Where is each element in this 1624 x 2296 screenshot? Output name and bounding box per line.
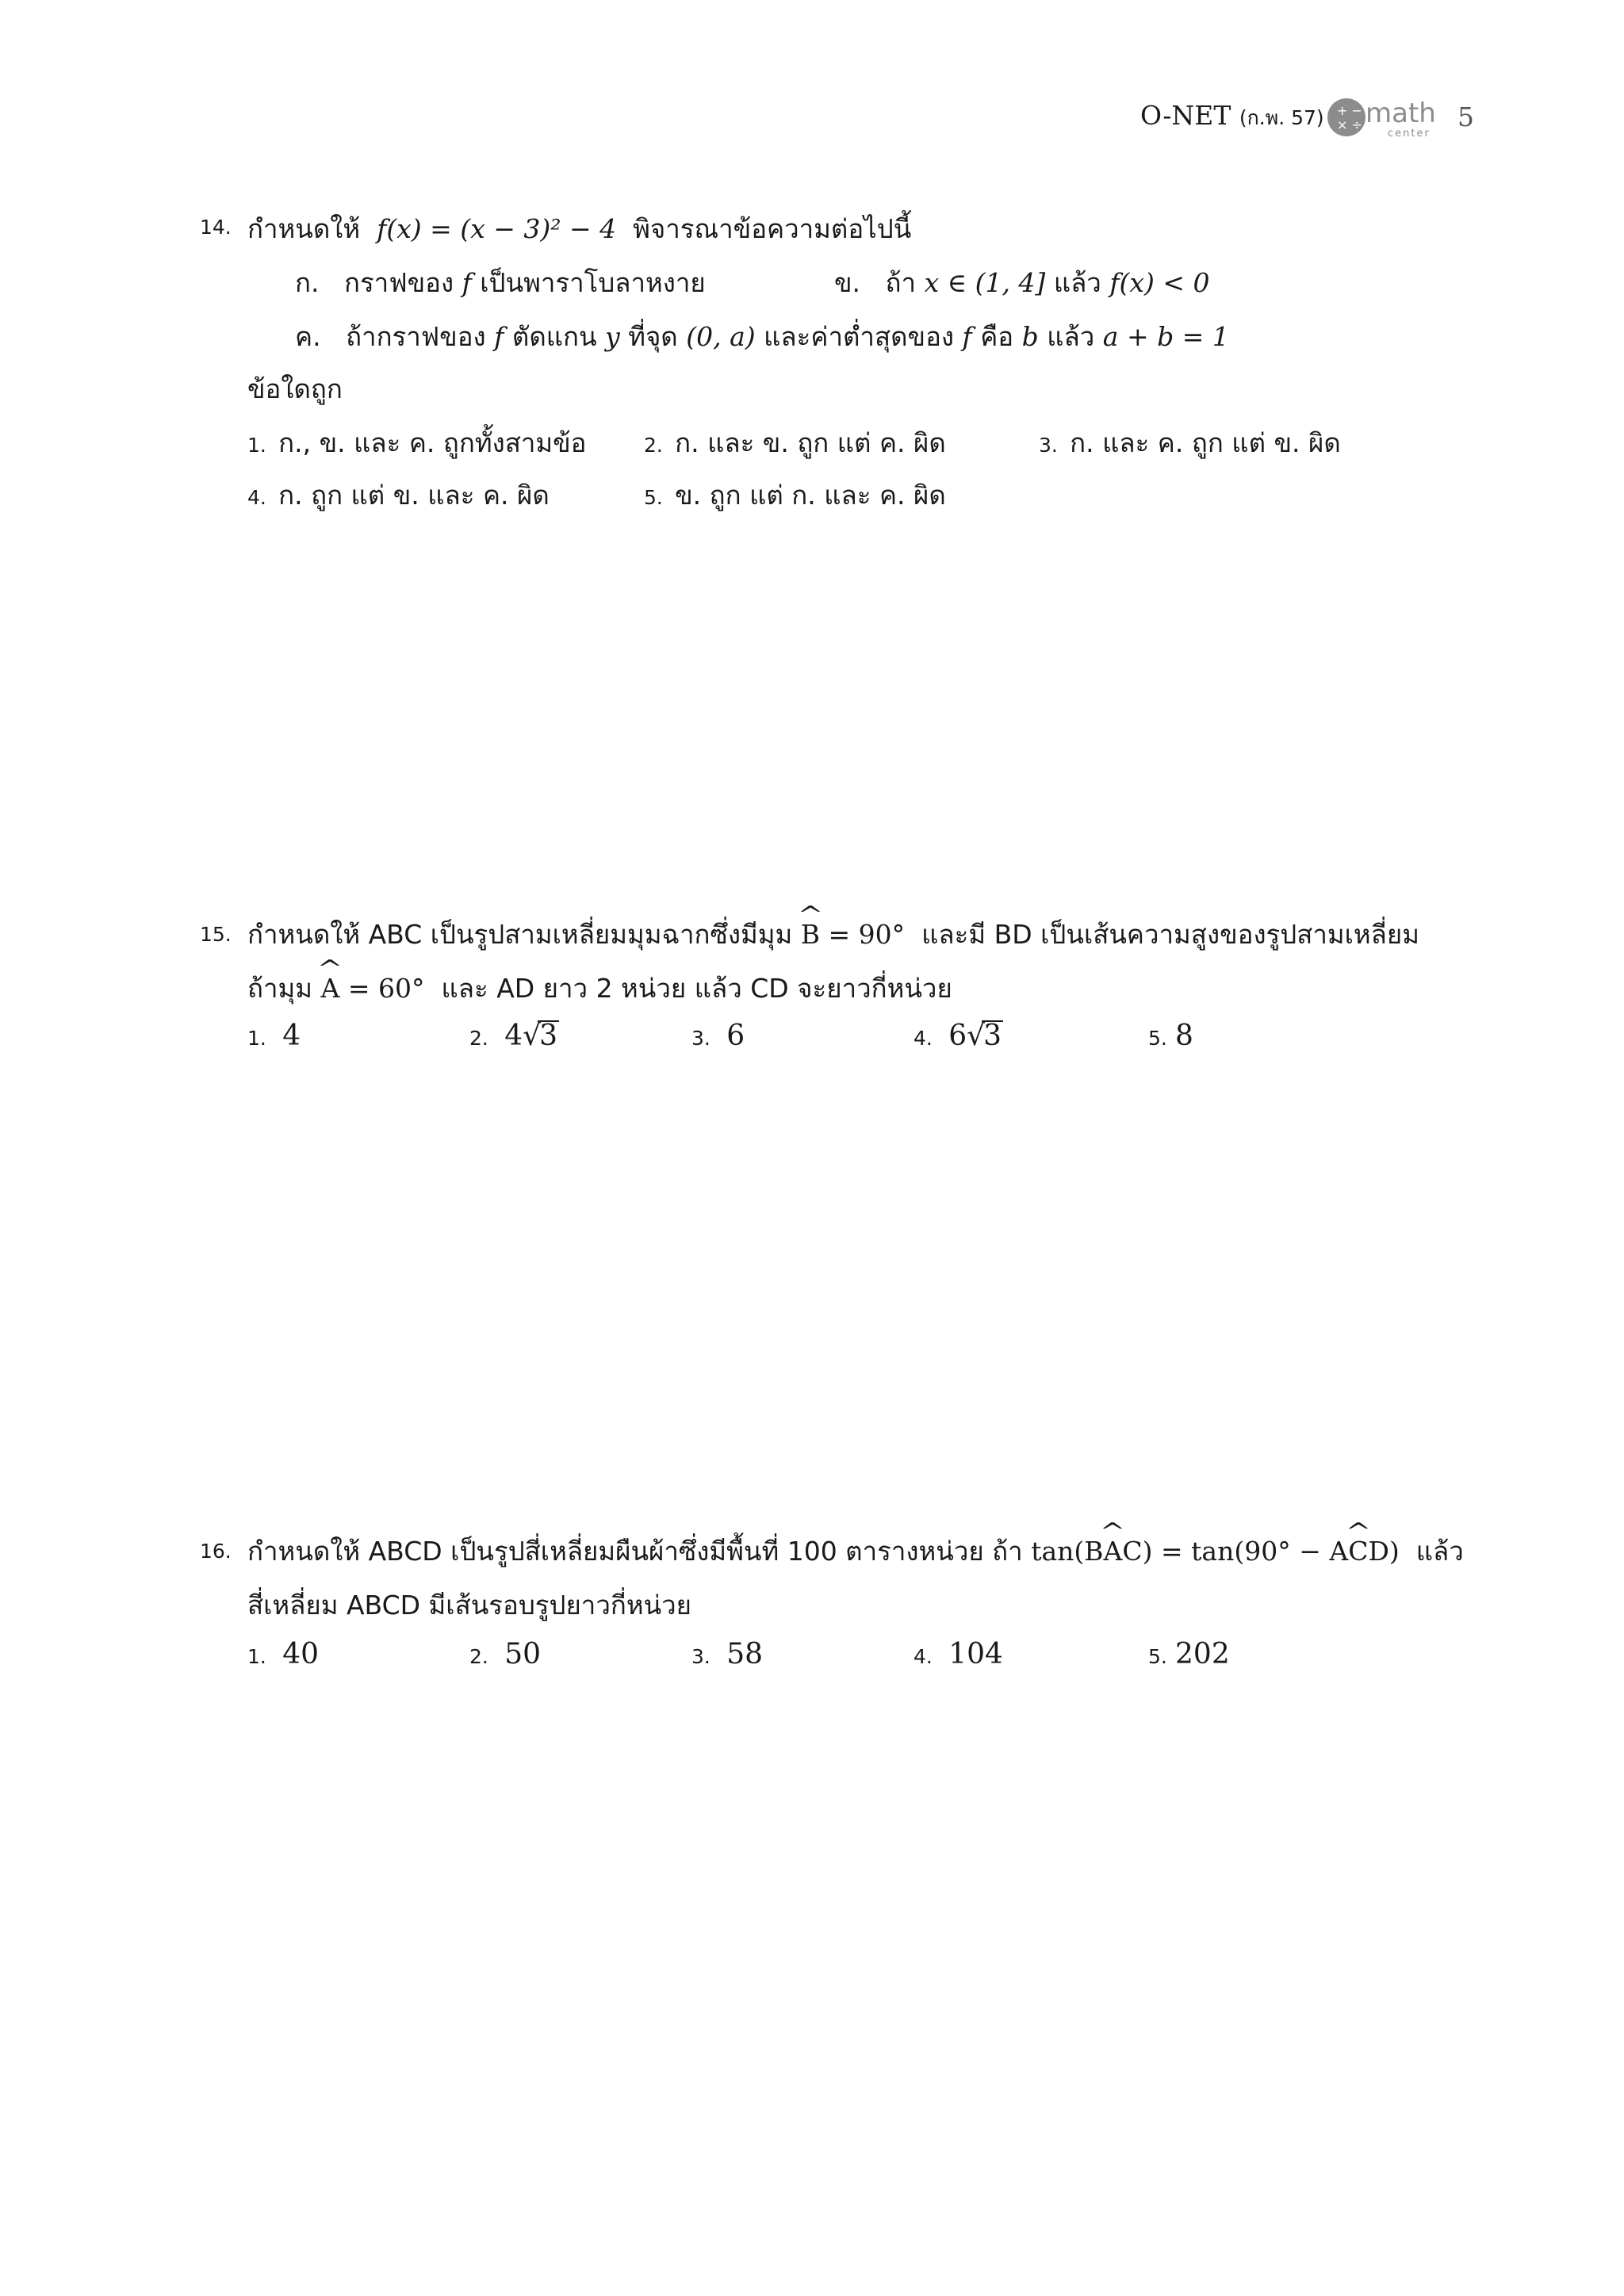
q16-option-3[interactable] xyxy=(691,1638,763,1670)
option-text: ข. ถูก แต่ ก. และ ค. ผิด xyxy=(675,480,946,511)
stmt-text: และค่าต่ำสุดของ xyxy=(764,321,955,352)
option-text: ก. และ ข. ถูก แต่ ค. ผิด xyxy=(675,427,946,458)
q16-text: แล้ว xyxy=(1415,1536,1464,1567)
stmt-math: x ∈ (1, 4] xyxy=(924,267,1046,298)
option-text: ก. และ ค. ถูก แต่ ข. ผิด xyxy=(1070,427,1341,458)
q14-option-3[interactable] xyxy=(1039,422,1341,464)
q14-statement-c xyxy=(295,316,1229,358)
option-number: 4. xyxy=(914,1645,933,1668)
option-value: 58 xyxy=(726,1638,764,1670)
stmt-label: ข. xyxy=(834,267,861,298)
stmt-text: แล้ว xyxy=(1047,321,1095,352)
stmt-text: คือ xyxy=(980,321,1014,352)
svg-text:× ÷: × ÷ xyxy=(1337,117,1362,132)
q14-stem xyxy=(247,208,911,250)
option-value: 6√3 xyxy=(948,1020,1002,1052)
q15-option-5[interactable] xyxy=(1148,1020,1193,1052)
stmt-math: f xyxy=(462,267,472,298)
q16-tan-right xyxy=(1191,1536,1400,1567)
q16-tan-left xyxy=(1031,1536,1152,1567)
option-value: 6 xyxy=(726,1020,745,1052)
q16-option-2[interactable] xyxy=(469,1638,541,1670)
header-title xyxy=(1140,100,1324,134)
q14-statement-b xyxy=(834,262,1210,304)
q16-option-5[interactable] xyxy=(1148,1638,1230,1670)
option-value: 202 xyxy=(1175,1638,1230,1670)
q16-equals: = xyxy=(1161,1536,1183,1567)
stmt-text: เป็นพาราโบลาหงาย xyxy=(480,267,706,298)
q15-angle-a: ^ A xyxy=(321,973,340,1004)
option-value: 50 xyxy=(504,1638,542,1670)
logo-text: math xyxy=(1365,98,1436,129)
tan-hat-vertex: ^ A xyxy=(1104,1536,1123,1567)
q16-text: กำหนดให้ ABCD เป็นรูปสี่เหลี่ยมผืนผ้าซึ่งมีพื้นที่ 100 ตารางหน่วย ถ้า xyxy=(247,1536,1023,1567)
q15-option-3[interactable] xyxy=(691,1020,745,1052)
option-number: 4. xyxy=(914,1027,933,1050)
math-center-logo-icon xyxy=(1326,94,1453,141)
option-number: 5. xyxy=(1148,1027,1167,1050)
logo-subtext: center xyxy=(1388,128,1431,140)
option-value: 8 xyxy=(1175,1020,1193,1052)
q15-stem-line2 xyxy=(247,967,952,1009)
stmt-label: ค. xyxy=(295,321,321,352)
option-number: 4. xyxy=(247,486,266,509)
q14-option-2[interactable] xyxy=(644,422,946,464)
q14-function: f(x) = (x − 3)² − 4 xyxy=(377,213,617,244)
stmt-math: f xyxy=(962,321,972,352)
tan-part: D) xyxy=(1368,1536,1400,1567)
stmt-math: f(x) < 0 xyxy=(1109,267,1210,298)
q16-option-1[interactable] xyxy=(247,1638,319,1670)
q14-option-1[interactable] xyxy=(247,422,587,464)
q15-number: 15. xyxy=(200,923,232,946)
q15-angle-b: ^ B xyxy=(801,919,820,950)
option-value: 4 xyxy=(282,1020,301,1052)
q14-option-4[interactable] xyxy=(247,474,550,516)
q16-stem-line1 xyxy=(247,1530,1464,1572)
q15-text: กำหนดให้ ABC เป็นรูปสามเหลี่ยมมุมฉากซึ่งมีมุม xyxy=(247,919,793,950)
q16-stem-line2: สี่เหลี่ยม ABCD มีเส้นรอบรูปยาวกี่หน่วย xyxy=(247,1590,692,1621)
option-number: 1. xyxy=(247,434,266,457)
option-coef: 6 xyxy=(948,1020,967,1052)
stmt-text: ถ้ากราฟของ xyxy=(346,321,486,352)
tan-hat-vertex: ^ C xyxy=(1348,1536,1368,1567)
option-radicand: 3 xyxy=(983,1020,1002,1052)
q16-number: 16. xyxy=(200,1540,232,1563)
stmt-text: แล้ว xyxy=(1053,267,1101,298)
q14-statement-a xyxy=(295,262,706,304)
option-number: 3. xyxy=(1039,434,1058,457)
option-number: 2. xyxy=(644,434,663,457)
q16-option-4[interactable] xyxy=(914,1638,1003,1670)
stmt-math: a + b = 1 xyxy=(1102,321,1229,352)
q14-stem-tail: พิจารณาข้อความต่อไปนี้ xyxy=(633,213,912,244)
q15-angle-value: = 60° xyxy=(347,973,425,1004)
q14-ask: ข้อใดถูก xyxy=(247,373,343,404)
stmt-text: ถ้า xyxy=(885,267,917,298)
option-radicand: 3 xyxy=(539,1020,557,1052)
option-value: 4√3 xyxy=(504,1020,557,1052)
option-number: 5. xyxy=(1148,1645,1167,1668)
q15-text: และมี BD เป็นเส้นความสูงของรูปสามเหลี่ยม xyxy=(921,919,1419,950)
option-number: 3. xyxy=(691,1645,710,1668)
q14-option-5[interactable] xyxy=(644,474,946,516)
tan-part: C) xyxy=(1122,1536,1153,1567)
option-number: 5. xyxy=(644,486,663,509)
option-number: 1. xyxy=(247,1645,266,1668)
q15-text: และ AD ยาว 2 หน่วย แล้ว CD จะยาวกี่หน่วย xyxy=(441,973,952,1004)
option-number: 1. xyxy=(247,1027,266,1050)
q14-number: 14. xyxy=(200,216,232,239)
q15-angle-value: = 90° xyxy=(828,919,906,950)
stmt-text: กราฟของ xyxy=(343,267,454,298)
stmt-text: ตัดแกน xyxy=(511,321,597,352)
stmt-math: b xyxy=(1021,321,1039,352)
stmt-label: ก. xyxy=(295,267,320,298)
option-text: ก. ถูก แต่ ข. และ ค. ผิด xyxy=(278,480,550,511)
option-number: 2. xyxy=(469,1645,488,1668)
option-text: ก., ข. และ ค. ถูกทั้งสามข้อ xyxy=(278,427,587,458)
exam-name: O-NET xyxy=(1140,100,1231,131)
page-number: 5 xyxy=(1457,101,1474,132)
tan-part: tan(90° − A xyxy=(1191,1536,1349,1567)
tan-part: tan(B xyxy=(1031,1536,1104,1567)
stmt-math: (0, a) xyxy=(686,321,756,352)
stmt-math: f xyxy=(494,321,504,352)
option-number: 3. xyxy=(691,1027,710,1050)
option-value: 104 xyxy=(948,1638,1003,1670)
option-number: 2. xyxy=(469,1027,488,1050)
q15-option-4[interactable] xyxy=(914,1020,1003,1052)
svg-text:+ −: + − xyxy=(1337,103,1362,118)
q15-text: ถ้ามุม xyxy=(247,973,313,1004)
option-value: 40 xyxy=(282,1638,320,1670)
stmt-text: ที่จุด xyxy=(628,321,678,352)
q14-stem-lead: กำหนดให้ xyxy=(247,213,361,244)
q15-option-2[interactable] xyxy=(469,1020,559,1052)
option-coef: 4 xyxy=(504,1020,523,1052)
q15-stem-line1 xyxy=(247,913,1419,955)
q15-option-1[interactable] xyxy=(247,1020,301,1052)
stmt-math: y xyxy=(605,321,620,352)
exam-date: (ก.พ. 57) xyxy=(1239,106,1324,129)
